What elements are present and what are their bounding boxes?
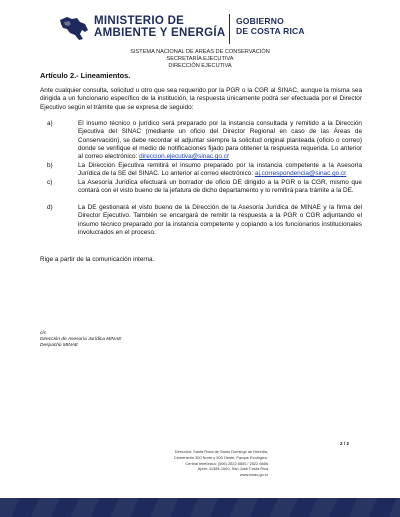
email-link[interactable]: aj.correspondencia@sinac.go.cr (254, 170, 347, 178)
footer-website-link[interactable]: www.sinac.go.cr (239, 472, 268, 478)
intro-paragraph: Ante cualquier consulta, solicitud u otro que sea requerido por la PGR o la CGR al SINAC, aunque la misma sea dirigida a un funcionario específico de la institución, la respuesta únicamente podrá ser efectuada por el Director Ejecutivo según el trámite que se expresa de seguido: (40, 87, 362, 111)
subheader-line1: SISTEMA NACIONAL DE AREAS DE CONSERVACIÓN (130, 49, 270, 55)
list-item-text (78, 162, 362, 179)
email-link[interactable]: direccion.ejecutiva@sinac.go.cr (139, 153, 230, 161)
subheader-line3: DIRECCIÓN EJECUTIVA (168, 63, 232, 69)
list-item-body: La DE gestionará el visto bueno de la Dirección de la Asesoría Jurídica de MINAE y la firma del Director Ejecutivo. También se encargará de remitir la respuesta a la PGR o CGR adjuntando el insumo técnico preparado por la instancia competente y copiando a los funcionarios institucionales involucrados en el proceso. (78, 204, 362, 236)
cc-recipient-2: Despacho MINAE (40, 343, 79, 348)
list-item-marker: d) (47, 204, 53, 211)
costa-rica-map-icon (58, 14, 90, 42)
ministry-name-line2: AMBIENTE Y ENERGÍA (94, 27, 226, 39)
list-item-marker: b) (47, 162, 53, 169)
list-item-marker: c) (47, 179, 53, 186)
closing-statement: Rige a partir de la comunicación interna. (40, 256, 155, 263)
list-item-body: La Dirección Ejecutiva remitirá el insumo preparado por la instancia competente a la Asesoría Jurídica de la SE del SINAC. Lo anterior al correo electrónico: (78, 162, 362, 178)
government-name (236, 17, 305, 36)
ministry-name (94, 15, 226, 39)
list-item-body: La Asesoría Jurídica efectuará un borrador de oficio DE dirigido a la PGR o la CGR, mismo que contará con el visto bueno de la jefatura de dicho departamento y lo remitirá para trámite a la DE. (78, 179, 362, 195)
footer-band (0, 498, 400, 517)
cc-label: c/c (40, 331, 47, 336)
subheader-line2: SECRETARÍA EJECUTIVA (166, 56, 234, 62)
page-number: 2 / 2 (340, 441, 349, 446)
list-item-text (78, 120, 362, 161)
cc-recipient-1: Dirección de Asesoría Jurídica MINAE (40, 337, 122, 342)
list-item-body: El insumo técnico o jurídico será preparado por la instancia consultada y remitido a la Dirección Ejecutiva del SINAC (mediante un oficio del Director Regional en caso de las Áreas de Conservación), se debe recordar el adjuntar siempre la solicitud original planteada (oficio o correo) donde se verifique el medio de notificaciones fijado para obtener la respuesta requerida. Lo anterior al correo electrónico: (78, 120, 362, 161)
list-item-marker: a) (47, 120, 53, 127)
header-divider (229, 14, 230, 44)
footer-phone-line: Central telefónica: (506) 2522 6500 / 2522 6666 (185, 460, 268, 466)
footer-address-line: Dirección: Santa Rosa de Santo Domingo de Heredia, (174, 449, 268, 454)
list-item-text (78, 179, 362, 196)
article-title: Artículo 2.- Lineamientos. (40, 71, 131, 80)
government-name-line2: DE COSTA RICA (236, 25, 305, 36)
footer-address (160, 449, 268, 478)
ministry-name-line1: MINISTERIO DE (94, 15, 185, 27)
government-name-line1: GOBIERNO (236, 16, 284, 26)
list-item-text (78, 204, 362, 237)
footer-address-line: Cementerio 300 Norte y 300 Oeste, Parque Ecológico. (173, 454, 268, 460)
footer-band-pattern (0, 498, 400, 517)
footer-postal-line: Apdo: 11384-1000, San José Costa Rica (197, 466, 268, 472)
ministry-logo (58, 12, 248, 46)
